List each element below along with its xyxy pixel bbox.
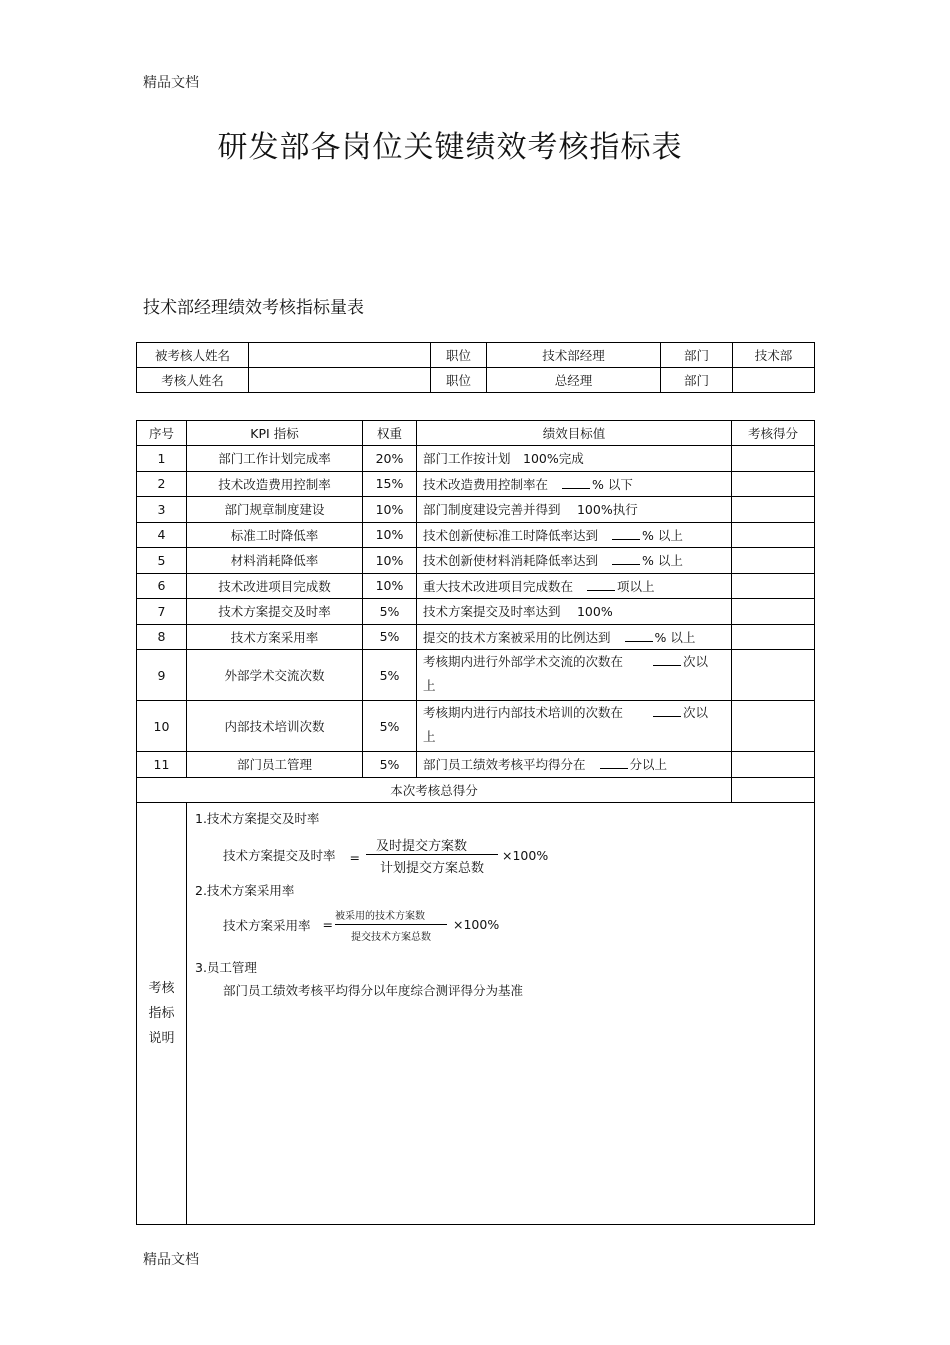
kpi-weight: 10% [363,497,417,523]
total-score-value[interactable] [732,777,815,802]
info-table [136,342,815,393]
table-subtitle: 技术部经理绩效考核指标量表 [143,298,364,318]
note2-heading: 2.技术方案采用率 [195,882,295,898]
kpi-target [417,446,732,472]
kpi-target-blank[interactable] [600,756,628,769]
assessor-name-value[interactable] [249,368,431,393]
kpi-target-suffix: % 以下 [592,476,633,492]
header-score: 考核得分 [732,421,815,446]
table-row [137,573,815,599]
kpi-target [417,471,732,497]
kpi-name: 部门工作计划完成率 [187,446,363,472]
kpi-weight: 10% [363,522,417,548]
kpi-target-suffix: % 以上 [642,553,683,569]
header-no: 序号 [137,421,187,446]
notes-row [137,802,815,1224]
kpi-target [417,624,732,650]
kpi-score[interactable] [732,701,815,752]
notes-label-line: 考核 [148,980,175,996]
kpi-no: 10 [137,701,187,752]
kpi-name: 内部技术培训次数 [187,701,363,752]
assessee-position-value: 技术部经理 [487,343,661,368]
kpi-target-text: 提交的技术方案被采用的比例达到 [423,629,611,645]
assessor-dept-value[interactable] [733,368,815,393]
notes-label-cell [137,802,187,1224]
note2-eq: = [322,917,333,932]
header-weight: 权重 [363,421,417,446]
assessor-position-value: 总经理 [487,368,661,393]
note3-heading: 3.员工管理 [195,959,257,975]
notes-label-line: 说明 [148,1030,175,1046]
kpi-target-suffix: 次以 [683,654,709,669]
assessor-position-label: 职位 [431,368,487,393]
kpi-target-suffix: 次以 [683,705,709,720]
kpi-target-text: 重大技术改进项目完成数在 [423,578,574,594]
table-row [137,752,815,778]
kpi-score[interactable] [732,522,815,548]
notes-content-cell [187,802,815,1224]
header-watermark: 精品文档 [143,75,199,91]
kpi-table [136,420,815,1225]
kpi-score[interactable] [732,650,815,701]
kpi-target-suffix: % 以上 [642,527,683,543]
kpi-score[interactable] [732,599,815,625]
note2-denominator: 提交技术方案总数 [351,931,431,943]
table-row [137,599,815,625]
table-row [137,446,815,472]
kpi-name: 技术方案提交及时率 [187,599,363,625]
kpi-header-row [137,421,815,446]
assessee-position-label: 职位 [431,343,487,368]
kpi-target-blank[interactable] [587,578,615,591]
header-kpi: KPI 指标 [187,421,363,446]
kpi-no: 1 [137,446,187,472]
kpi-target-text: 考核期内进行内部技术培训的次数在 [423,705,624,720]
kpi-target-text: 部门员工绩效考核平均得分在 [423,757,586,773]
kpi-no: 9 [137,650,187,701]
note2-mult: ×100% [453,917,500,932]
total-score-label: 本次考核总得分 [137,777,732,802]
table-row [137,624,815,650]
kpi-target-continuation: 上 [423,729,436,744]
note1-fraction [366,835,498,876]
note2-formula [223,907,499,943]
note2-numerator: 被采用的技术方案数 [335,907,447,925]
table-row [137,548,815,574]
kpi-target [417,701,732,752]
kpi-weight: 15% [363,471,417,497]
kpi-no: 8 [137,624,187,650]
kpi-no: 6 [137,573,187,599]
kpi-name: 技术改造费用控制率 [187,471,363,497]
assessee-dept-value: 技术部 [733,343,815,368]
kpi-weight: 5% [363,599,417,625]
kpi-no: 5 [137,548,187,574]
kpi-target-blank[interactable] [653,704,681,717]
kpi-weight: 5% [363,624,417,650]
kpi-score[interactable] [732,752,815,778]
total-score-row [137,777,815,802]
note1-eq: = [349,849,360,865]
kpi-name: 标准工时降低率 [187,522,363,548]
kpi-name: 部门规章制度建设 [187,497,363,523]
kpi-no: 2 [137,471,187,497]
kpi-score[interactable] [732,497,815,523]
kpi-target-text: 部门制度建设完善并得到 100%执行 [423,502,638,518]
kpi-target-text: 技术方案提交及时率达到 100% [423,604,613,620]
note1-mult: ×100% [502,847,549,863]
kpi-target [417,573,732,599]
kpi-no: 7 [137,599,187,625]
kpi-target-blank[interactable] [625,629,653,642]
kpi-target-blank[interactable] [562,476,590,489]
kpi-score[interactable] [732,573,815,599]
table-row [137,522,815,548]
assessor-dept-label: 部门 [661,368,733,393]
kpi-target-text: 部门工作按计划 100%完成 [423,451,584,467]
kpi-target [417,522,732,548]
kpi-target-blank[interactable] [612,552,640,565]
kpi-target [417,497,732,523]
note3-text: 部门员工绩效考核平均得分以年度综合测评得分为基准 [223,982,524,998]
kpi-target-text: 技术创新使标准工时降低率达到 [423,527,599,543]
kpi-target [417,752,732,778]
table-row [137,650,815,701]
note2-fraction [335,907,447,943]
kpi-no: 3 [137,497,187,523]
table-row [137,497,815,523]
note1-denominator: 计划提交方案总数 [379,860,484,876]
kpi-weight: 10% [363,548,417,574]
kpi-target-suffix: 项以上 [617,578,655,594]
kpi-weight: 5% [363,650,417,701]
note1-heading: 1.技术方案提交及时率 [195,810,320,826]
kpi-name: 技术方案采用率 [187,624,363,650]
kpi-target [417,650,732,701]
kpi-target-suffix: 分以上 [629,757,668,773]
kpi-target-blank[interactable] [612,527,640,540]
assessee-name-value[interactable] [249,343,431,368]
kpi-target-text: 技术创新使材料消耗降低率达到 [423,553,599,569]
kpi-score[interactable] [732,471,815,497]
table-row [137,471,815,497]
kpi-target-blank[interactable] [653,653,681,666]
assessee-dept-label: 部门 [661,343,733,368]
kpi-target [417,548,732,574]
notes-label-line: 指标 [148,1005,175,1021]
assessee-name-label: 被考核人姓名 [137,343,249,368]
kpi-name: 材料消耗降低率 [187,548,363,574]
kpi-weight: 5% [363,752,417,778]
assessor-name-label: 考核人姓名 [137,368,249,393]
kpi-weight: 5% [363,701,417,752]
kpi-no: 4 [137,522,187,548]
kpi-target [417,599,732,625]
kpi-score[interactable] [732,446,815,472]
kpi-weight: 10% [363,573,417,599]
kpi-weight: 20% [363,446,417,472]
table-row [137,701,815,752]
info-row-assessor [137,368,815,393]
footer-watermark: 精品文档 [143,1252,199,1268]
kpi-target-continuation: 上 [423,678,436,693]
kpi-name: 部门员工管理 [187,752,363,778]
kpi-target-text: 考核期内进行外部学术交流的次数在 [423,654,624,669]
kpi-score[interactable] [732,548,815,574]
note1-formula [223,835,548,876]
info-row-assessee [137,343,815,368]
note2-lhs: 技术方案采用率 [223,917,311,933]
note1-lhs: 技术方案提交及时率 [223,848,336,863]
kpi-score[interactable] [732,624,815,650]
header-target: 绩效目标值 [417,421,732,446]
page-title: 研发部各岗位关键绩效考核指标表 [217,130,683,165]
note1-numerator: 及时提交方案数 [366,835,498,855]
kpi-name: 技术改进项目完成数 [187,573,363,599]
kpi-no: 11 [137,752,187,778]
kpi-target-text: 技术改造费用控制率在 [423,476,549,492]
kpi-name: 外部学术交流次数 [187,650,363,701]
kpi-target-suffix: % 以上 [654,629,696,645]
